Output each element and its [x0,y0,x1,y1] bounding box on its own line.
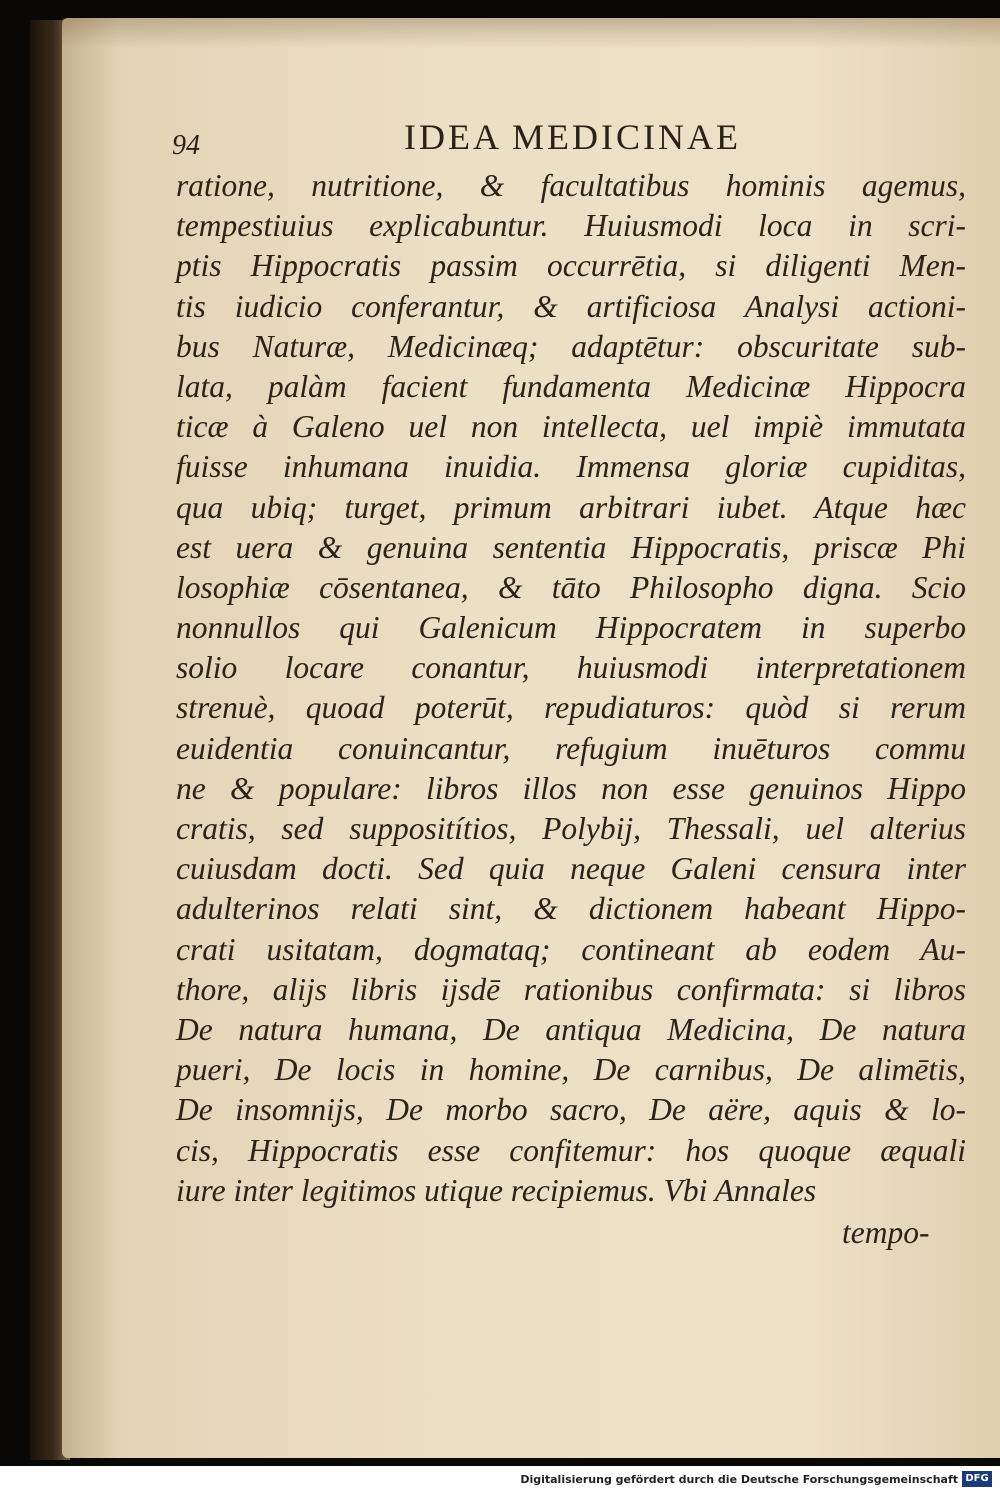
text-line: ratione, nutritione, & facultatibus hominis agemus, [176,168,966,203]
body-text [176,166,966,1211]
text-line: solio locare conantur, huiusmodi interpretationem [176,650,966,686]
text-line: cratis, sed suppositítios, Polybij, Thessali, uel alterius [176,811,966,846]
text-line: adulterinos relati sint, & dictionem habeant Hippo- [176,891,966,927]
text-line: est uera & genuina sententia Hippocratis, priscæ Phi [176,529,966,565]
text-line: De insomnijs, De morbo sacro, De aëre, aquis & lo- [176,1092,966,1128]
text-line: cuiusdam docti. Sed quia neque Galeni censura inter [176,851,966,887]
text-line: crati usitatam, dogmataq; contineant ab eodem Au- [176,931,966,967]
text-line: thore, alijs libris ijsdē rationibus confirmata: si libros [176,971,966,1007]
text-line: fuisse inhumana inuidia. Immensa gloriæ cupiditas, [176,449,966,485]
text-line: strenuè, quoad poterūt, repudiaturos: quòd si rerum [176,690,966,726]
text-line: ticæ à Galeno uel non intellecta, uel impiè immutata [176,409,966,445]
text-line: qua ubiq; turget, primum arbitrari iubet. Atque hæc [176,489,966,525]
text-line: euidentia conuincantur, refugium inuēturos commu [176,730,966,766]
running-title: IDEA MEDICINAE [404,117,741,157]
dfg-logo: DFG [962,1471,992,1487]
text-line: lata, palàm facient fundamenta Medicinæ Hippocra [176,368,966,404]
running-head [0,112,1000,162]
page-number: 94 [172,130,200,161]
page-shadow [62,18,1000,48]
catchword: tempo- [842,1215,930,1250]
text-line: tis iudicio conferantur, & artificiosa Analysi actioni- [176,288,966,324]
text-line: nonnullos qui Galenicum Hippocratem in superbo [176,610,966,646]
text-line: ptis Hippocratis passim occurrētia, si diligenti Men- [176,248,966,284]
text-line: ne & populare: libros illos non esse genuinos Hippo [176,770,966,806]
text-line: bus Naturæ, Medicinæq; adaptētur: obscuritate sub- [176,328,966,364]
text-line: pueri, De locis in homine, De carnibus, De alimētis, [176,1052,966,1088]
text-line: losophiæ cōsentanea, & tāto Philosopho digna. Scio [176,569,966,605]
text-line: cis, Hippocratis esse confitemur: hos quoque æquali [176,1132,966,1168]
text-line: tempestiuius explicabuntur. Huiusmodi loca in scri- [176,208,966,244]
text-line: iure inter legitimos utique recipiemus. Vbi Annales [176,1172,817,1208]
text-line: De natura humana, De antiqua Medicina, De natura [176,1011,966,1047]
footer-bar [0,1466,1000,1490]
funding-credit: Digitalisierung gefördert durch die Deutsche Forschungsgemeinschaft [520,1473,958,1486]
